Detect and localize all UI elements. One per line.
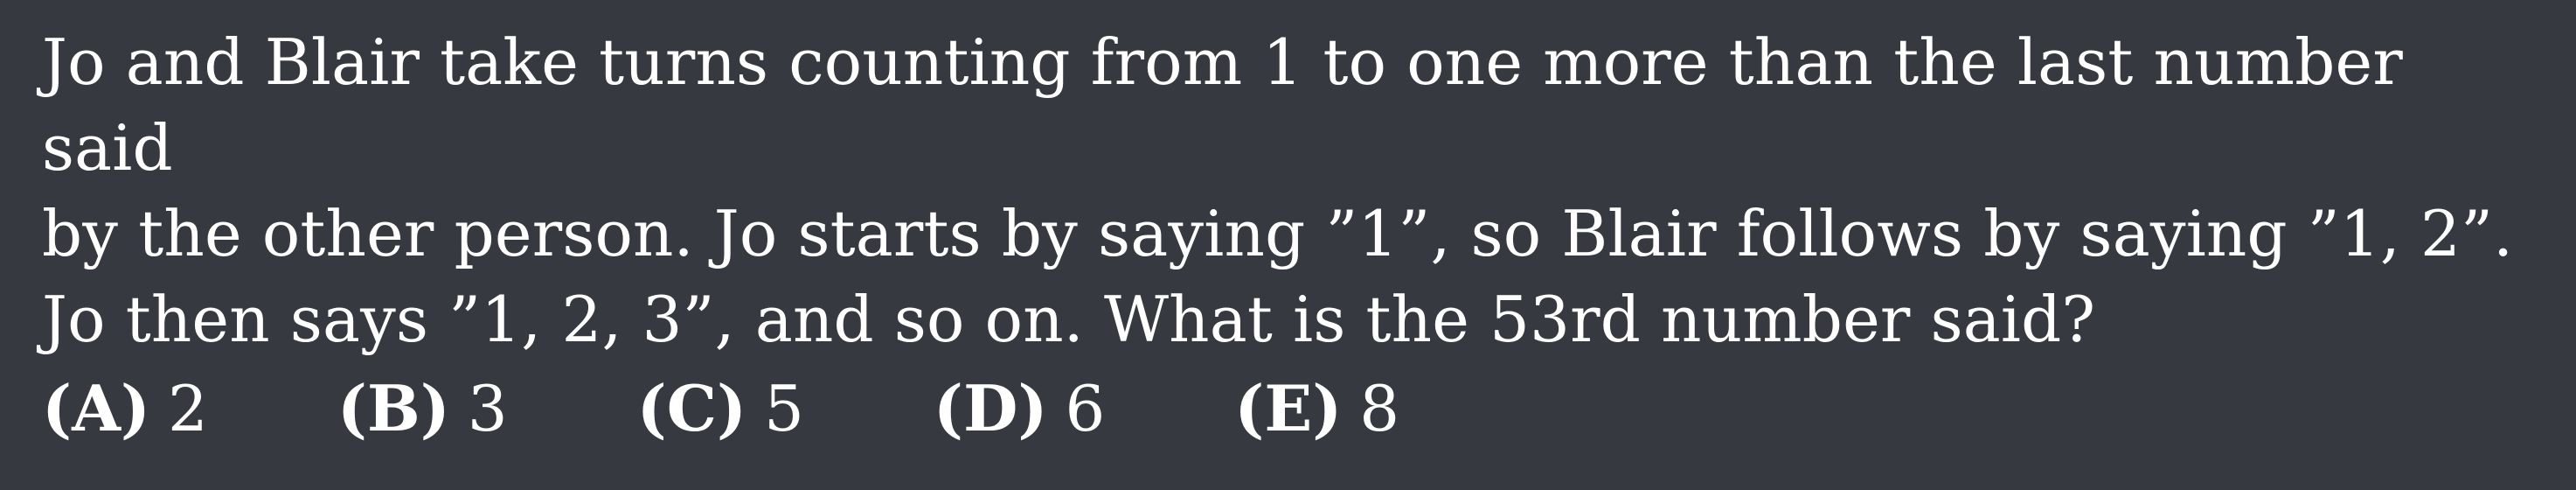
choice-b-value: 3 xyxy=(467,372,508,445)
choice-b-label: (B) xyxy=(337,371,450,445)
choice-a[interactable] xyxy=(42,366,208,452)
problem-statement xyxy=(42,19,2534,362)
choice-d[interactable] xyxy=(934,366,1105,452)
choice-a-label: (A) xyxy=(42,371,150,445)
choice-e-value: 8 xyxy=(1359,372,1400,445)
problem-line-1: Jo and Blair take turns counting from 1 to one more than the last number said xyxy=(42,25,2403,185)
choice-e-label: (E) xyxy=(1234,371,1343,445)
problem-line-3: Jo then says ”1, 2, 3”, and so on. What is the 53rd number said? xyxy=(42,283,2096,356)
choice-b[interactable] xyxy=(337,366,508,452)
choice-c-label: (C) xyxy=(636,371,747,445)
choice-e[interactable] xyxy=(1234,366,1399,452)
problem-line-2: by the other person. Jo starts by saying ”1”, so Blair follows by saying ”1, 2”. xyxy=(42,197,2514,270)
choice-c[interactable] xyxy=(637,366,804,452)
answer-choices xyxy=(42,366,1399,452)
choice-a-value: 2 xyxy=(168,372,208,445)
choice-c-value: 5 xyxy=(764,372,804,445)
choice-d-value: 6 xyxy=(1065,372,1106,445)
choice-d-label: (D) xyxy=(933,371,1048,445)
